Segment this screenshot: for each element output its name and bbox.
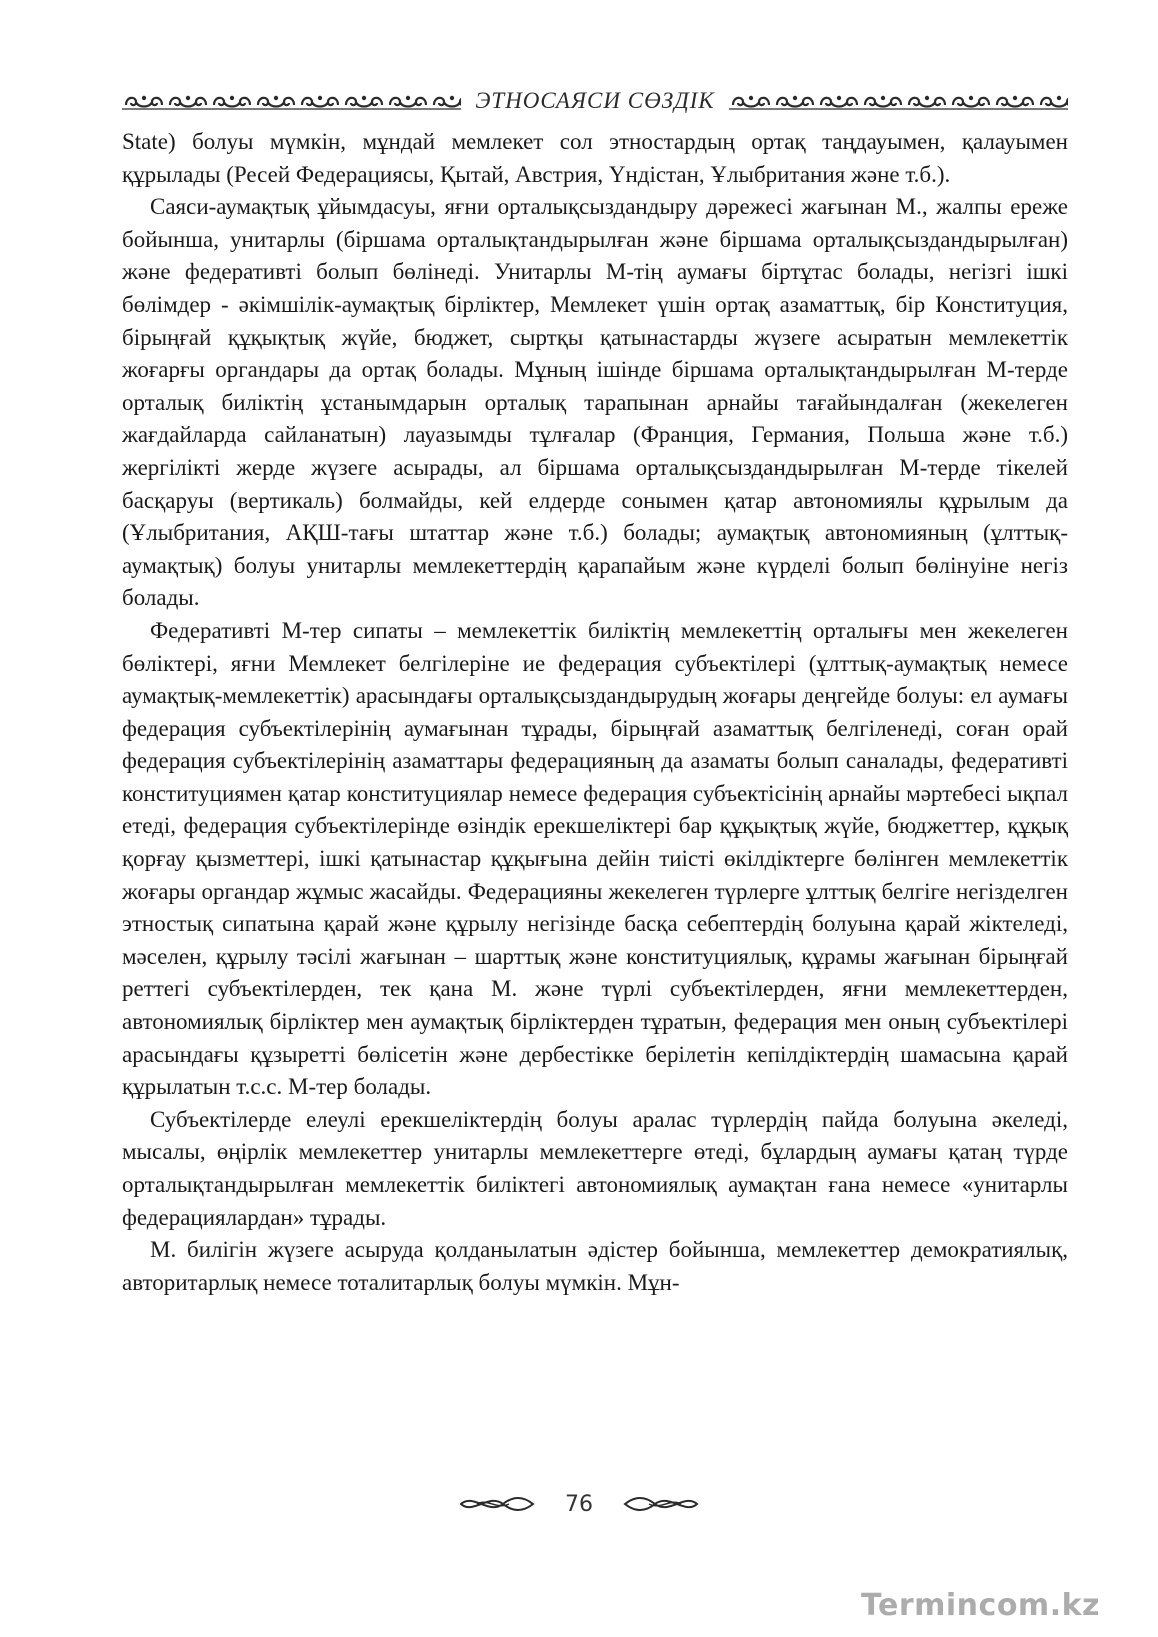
header-title: ЭТНОСАЯСИ СӨЗДІК bbox=[475, 88, 715, 113]
paragraph: М. билігін жүзеге асыруда қолданылатын әдістер бойынша, мемлекеттер демократиялық, авторитарлық немесе тоталитарлық болуы мүмкін. Мұн- bbox=[122, 1237, 1068, 1295]
ornament-band-icon bbox=[122, 90, 461, 112]
paragraph: Федеративті М-тер сипаты – мемлекеттік биліктің мемлекеттің орталығы мен жекелеген бөліктері, яғни Мемлекет белгілеріне ие федерация субъектілері (ұлттық-аумақтық немесе аумақтық-мемлекеттік) арасындағы орталықсыздандырудың жоғары деңгейде болуы: ел аумағы федерация субъектілерінің аумағынан тұрады, бірыңғай азаматтық белгіленеді, соған орай федерация субъектілерінің азаматтары федерацияның да азаматы болып саналады, федеративті конституциямен қатар конституциялар немесе федерация субъектісінің арнайы мәртебесі ықпал етеді, федерация субъектілерінде өзіндік ерекшеліктері бар құқықтық жүйе, бюджеттер, құқық қорғау қызметтері, ішкі қатынастар құқығына дейін тиісті өкілдіктерге бөлінген мемлекеттік жоғары органдар жұмыс жасайды. Федерацияны жекелеген түрлерге ұлттық белгіге негізделген этностық сипатына қарай және құрылу негізінде басқа себептердің болуына қарай жіктеледі, мәселен, құрылу тәсілі жағынан – шарттық және конституциялық, құрамы жағынан бірыңғай реттегі субъектілерден, тек қана М. және түрлі субъектілерден, яғни мемлекеттерден, автономиялық бірліктер мен аумақтық бірліктерден тұратын, федерация мен оның субъектілері арасындағы құзыретті бөлісетін және дербестікке берілетін кепілдіктердің шамасына қарай құрылатын т.с.с. М-тер болады. bbox=[122, 617, 1068, 1100]
running-header bbox=[122, 86, 1068, 116]
flourish-icon bbox=[621, 1491, 699, 1517]
article-body bbox=[122, 126, 1068, 1299]
paragraph: Саяси-аумақтық ұйымдасуы, яғни орталықсыздандыру дәрежесі жағынан М., жалпы ереже бойынша, унитарлы (біршама орталықтандырылған және біршама орталықсыздандырылған) және федеративті болып бөлінеді. Унитарлы М-тің аумағы біртұтас болады, негізгі ішкі бөлімдер - әкімшілік-аумақтық бірліктер, Мемлекет үшін ортақ азаматтық, бір Конституция, бірыңғай құқықтық жүйе, бюджет, сыртқы қатынастарды жүзеге асыратын мемлекеттік жоғарғы органдары да ортақ болады. Мұның ішінде біршама орталықтандырылған М-терде орталық биліктің ұстанымдарын орталық тарапынан арнайы тағайындалған (жекелеген жағдайларда сайланатын) лауазымды тұлғалар (Франция, Германия, Польша және т.б.) жергілікті жерде жүзеге асырады, ал біршама орталықсыздандырылған М-терде тікелей басқаруы (вертикаль) болмайды, кей елдерде сонымен қатар автономиялы құрылым да (Ұлыбритания, АҚШ-тағы штаттар және т.б.) болады; аумақтық автономияның (ұлттық-аумақтық) болуы унитарлы мемлекеттердің қарапайым және күрделі болып бөлінуіне негіз болады. bbox=[122, 194, 1068, 611]
page-footer bbox=[0, 1484, 1158, 1524]
ornament-band-icon bbox=[729, 90, 1068, 112]
flourish-icon bbox=[459, 1491, 537, 1517]
page-number: 76 bbox=[565, 1491, 593, 1517]
paragraph: Субъектілерде елеулі ерекшеліктердің болуы аралас түрлердің пайда болуына әкеледі, мысалы, өңірлік мемлекеттер унитарлы мемлекеттерге өтеді, бұлардың аумағы қатаң түрде орталықтандырылған мемлекеттік биліктегі автономиялық аумақтан ғана немесе «унитарлы федерациялардан» тұрады. bbox=[122, 1106, 1068, 1230]
paragraph: State) болуы мүмкін, мұндай мемлекет сол этностардың ортақ таңдауымен, қалауымен құрылады (Ресей Федерациясы, Қытай, Австрия, Үндістан, Ұлыбритания және т.б.). bbox=[122, 129, 1068, 187]
watermark-logo: Termincom.kz bbox=[861, 1588, 1100, 1623]
